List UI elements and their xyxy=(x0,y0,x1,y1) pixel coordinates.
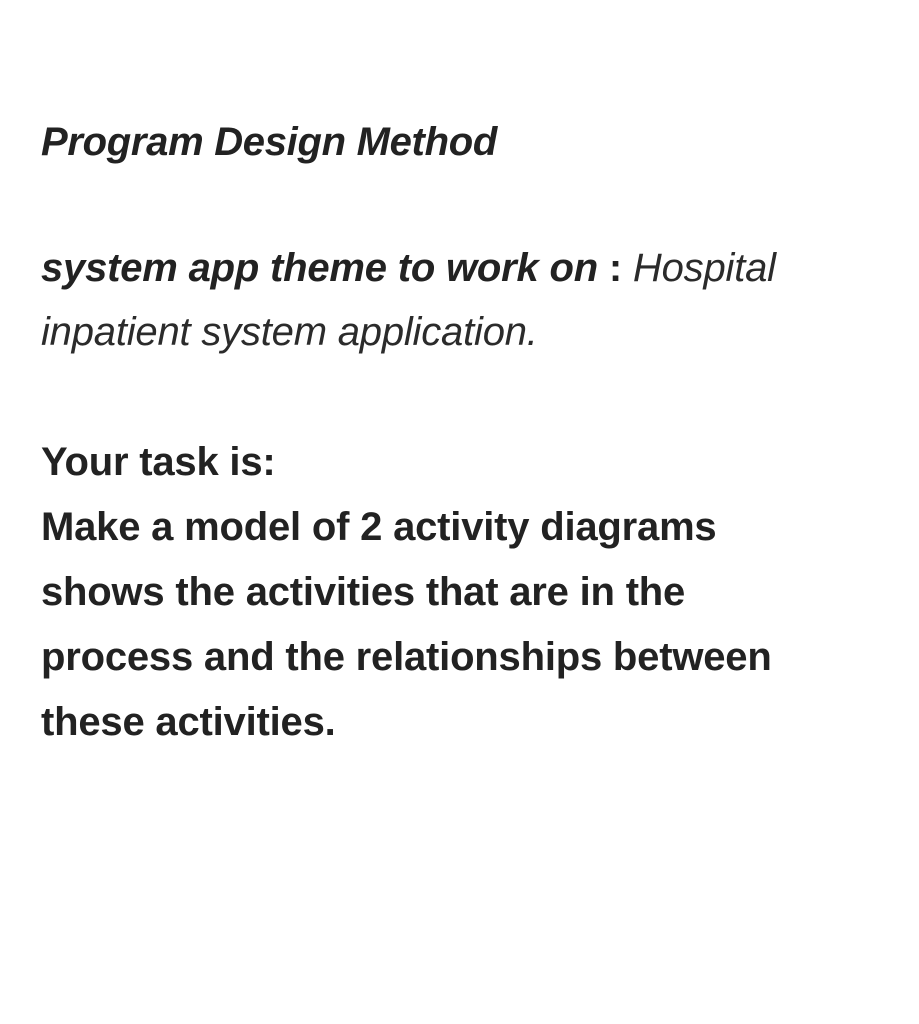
task-line: these activities. xyxy=(41,700,336,744)
document-page xyxy=(41,112,881,755)
task-line: shows the activities that are in the xyxy=(41,570,686,614)
theme-statement xyxy=(41,236,881,364)
theme-value: Hospital inpatient system application. xyxy=(41,246,776,354)
task-section xyxy=(41,430,881,755)
task-line: Make a model of 2 activity diagrams xyxy=(41,505,717,549)
theme-label: system app theme to work on xyxy=(41,246,598,290)
theme-separator: : xyxy=(608,246,622,290)
task-heading: Your task is: xyxy=(41,440,276,484)
document-title: Program Design Method xyxy=(41,120,497,164)
task-line: process and the relationships between xyxy=(41,635,772,679)
